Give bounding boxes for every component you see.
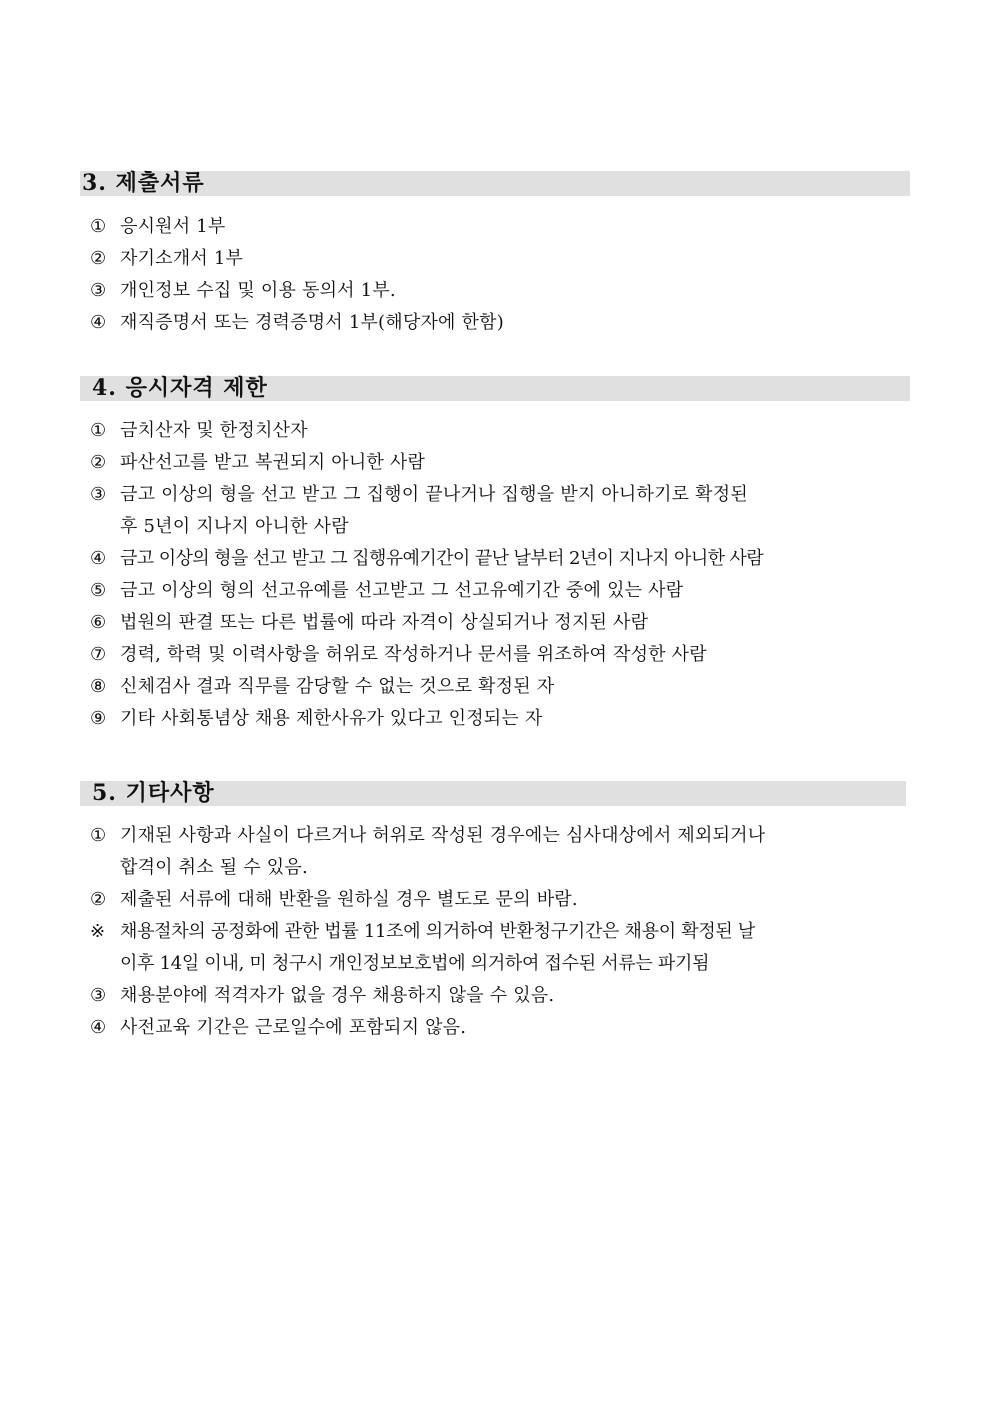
list-marker: ① (90, 216, 107, 237)
list-item-text: 파산선고를 받고 복권되지 아니한 사람 (120, 452, 426, 473)
list-item (90, 639, 885, 671)
list-marker: ② (90, 889, 107, 910)
section-eligibility-restrictions (80, 376, 910, 735)
list-item-text: 재직증명서 또는 경력증명서 1부(해당자에 한함) (120, 312, 504, 333)
list-marker: ④ (90, 548, 107, 569)
list-marker: ③ (90, 484, 107, 505)
list-item (90, 543, 885, 575)
list-item (90, 479, 885, 543)
list-item (90, 916, 885, 980)
list-item-text: 경력, 학력 및 이력사항을 허위로 작성하거나 문서를 위조하여 작성한 사람 (120, 644, 707, 665)
section-heading: 3. 제출서류 (82, 170, 205, 196)
list-item-text: 채용절차의 공정화에 관한 법률 11조에 의거하여 반환청구기간은 채용이 확정된 날 이후 14일 이내, 미 청구시 개인정보보호법에 의거하여 접수된 서류는 파기됨 (120, 921, 756, 974)
list-marker: ② (90, 452, 107, 473)
list-marker: ② (90, 248, 107, 269)
list-item-text: 금고 이상의 형을 선고 받고 그 집행유예기간이 끝난 날부터 2년이 지나지 아니한 사람 (120, 548, 764, 569)
section-submission-documents (80, 171, 910, 339)
list-marker: ⑨ (90, 708, 107, 729)
list-item (90, 820, 885, 884)
section-heading: 5. 기타사항 (92, 780, 215, 806)
list-item (90, 575, 885, 607)
list-item (90, 703, 885, 735)
list-marker: ① (90, 825, 107, 846)
submission-documents-list (90, 211, 910, 339)
list-item (90, 275, 910, 307)
list-item-text: 금고 이상의 형의 선고유예를 선고받고 그 선고유예기간 중에 있는 사람 (120, 580, 684, 601)
list-item-text: 사전교육 기간은 근로일수에 포함되지 않음. (120, 1017, 467, 1038)
section-heading-bar (80, 376, 910, 401)
list-item (90, 884, 885, 916)
list-marker: ⑥ (90, 612, 107, 633)
section-heading-bar (80, 781, 906, 806)
eligibility-restrictions-list (90, 415, 885, 735)
list-item (90, 447, 885, 479)
list-item-text: 기재된 사항과 사실이 다르거나 허위로 작성된 경우에는 심사대상에서 제외되거나 합격이 취소 될 수 있음. (120, 825, 766, 878)
list-marker: ⑦ (90, 644, 107, 665)
list-item-text: 자기소개서 1부 (120, 248, 244, 269)
section-other-notes (80, 781, 910, 1044)
list-item (90, 415, 885, 447)
section-heading: 4. 응시자격 제한 (92, 375, 268, 401)
list-item (90, 980, 885, 1012)
list-item (90, 211, 910, 243)
list-item (90, 1012, 885, 1044)
list-item-text: 신체검사 결과 직무를 감당할 수 없는 것으로 확정된 자 (120, 676, 555, 697)
list-item (90, 671, 885, 703)
list-item-text: 개인정보 수집 및 이용 동의서 1부. (120, 280, 396, 301)
other-notes-list (90, 820, 885, 1044)
list-marker: ※ (90, 921, 106, 942)
list-marker: ③ (90, 985, 107, 1006)
list-item-text: 금고 이상의 형을 선고 받고 그 집행이 끝나거나 집행을 받지 아니하기로 확정된 후 5년이 지나지 아니한 사람 (120, 484, 748, 537)
list-item-text: 법원의 판결 또는 다른 법률에 따라 자격이 상실되거나 정지된 사람 (120, 612, 649, 633)
list-item (90, 243, 910, 275)
list-marker: ⑧ (90, 676, 107, 697)
list-item-text: 채용분야에 적격자가 없을 경우 채용하지 않을 수 있음. (120, 985, 555, 1006)
list-marker: ① (90, 420, 107, 441)
list-marker: ③ (90, 280, 107, 301)
list-item (90, 307, 910, 339)
list-item (90, 607, 885, 639)
list-marker: ④ (90, 312, 107, 333)
list-item-text: 금치산자 및 한정치산자 (120, 420, 308, 441)
list-item-text: 제출된 서류에 대해 반환을 원하실 경우 별도로 문의 바람. (120, 889, 578, 910)
section-heading-bar (80, 171, 910, 196)
list-item-text: 응시원서 1부 (120, 216, 226, 237)
list-marker: ④ (90, 1017, 107, 1038)
list-item-text: 기타 사회통념상 채용 제한사유가 있다고 인정되는 자 (120, 708, 543, 729)
list-marker: ⑤ (90, 580, 107, 601)
